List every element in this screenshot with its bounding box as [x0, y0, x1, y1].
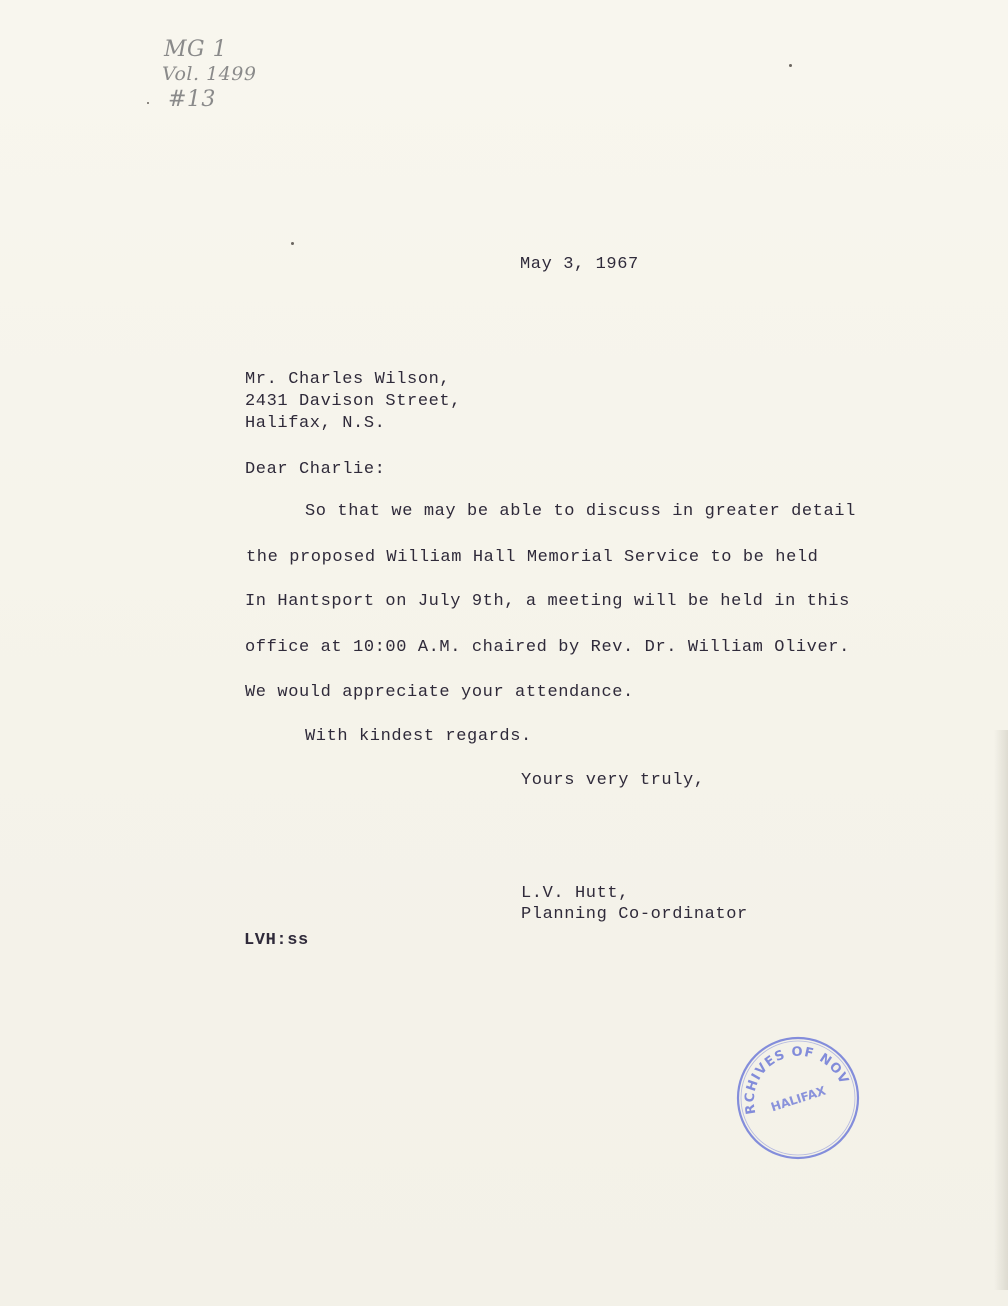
archive-stamp — [733, 1033, 863, 1163]
svg-text:PUBLIC ARCHIVES OF NOVA SCOTIA — [733, 1033, 852, 1122]
recipient-city: Halifax, N.S. — [245, 414, 386, 433]
typist-initials: LVH:ss — [244, 931, 309, 950]
speck — [291, 242, 294, 245]
archive-note-line-3: #13 — [168, 87, 216, 112]
speck — [789, 64, 792, 67]
body-line-2: the proposed William Hall Memorial Service to be held — [246, 548, 819, 567]
signer-name: L.V. Hutt, — [521, 884, 630, 903]
body-line-1: So that we may be able to discuss in greater detail — [305, 502, 856, 521]
archive-note-line-2: Vol. 1499 — [162, 63, 257, 85]
recipient-name: Mr. Charles Wilson, — [245, 370, 451, 389]
body-line-5: We would appreciate your attendance. — [245, 683, 634, 702]
stamp-ring-text: ARCHIVES OF NOVA — [742, 1044, 851, 1116]
body-line-3: In Hantsport on July 9th, a meeting will be held in this — [245, 592, 850, 611]
letter-date: May 3, 1967 — [520, 255, 639, 274]
archive-note-line-1: MG 1 — [164, 37, 228, 62]
speck — [147, 102, 149, 104]
page-edge-shadow — [994, 730, 1008, 1290]
salutation: Dear Charlie: — [245, 460, 386, 479]
closing: Yours very truly, — [521, 771, 705, 790]
recipient-street: 2431 Davison Street, — [245, 392, 462, 411]
body-line-4: office at 10:00 A.M. chaired by Rev. Dr. William Oliver. — [245, 638, 850, 657]
stamp-center-text: HALIFAX — [769, 1083, 828, 1115]
regards-line: With kindest regards. — [305, 727, 532, 746]
signer-title: Planning Co-ordinator — [521, 905, 748, 924]
